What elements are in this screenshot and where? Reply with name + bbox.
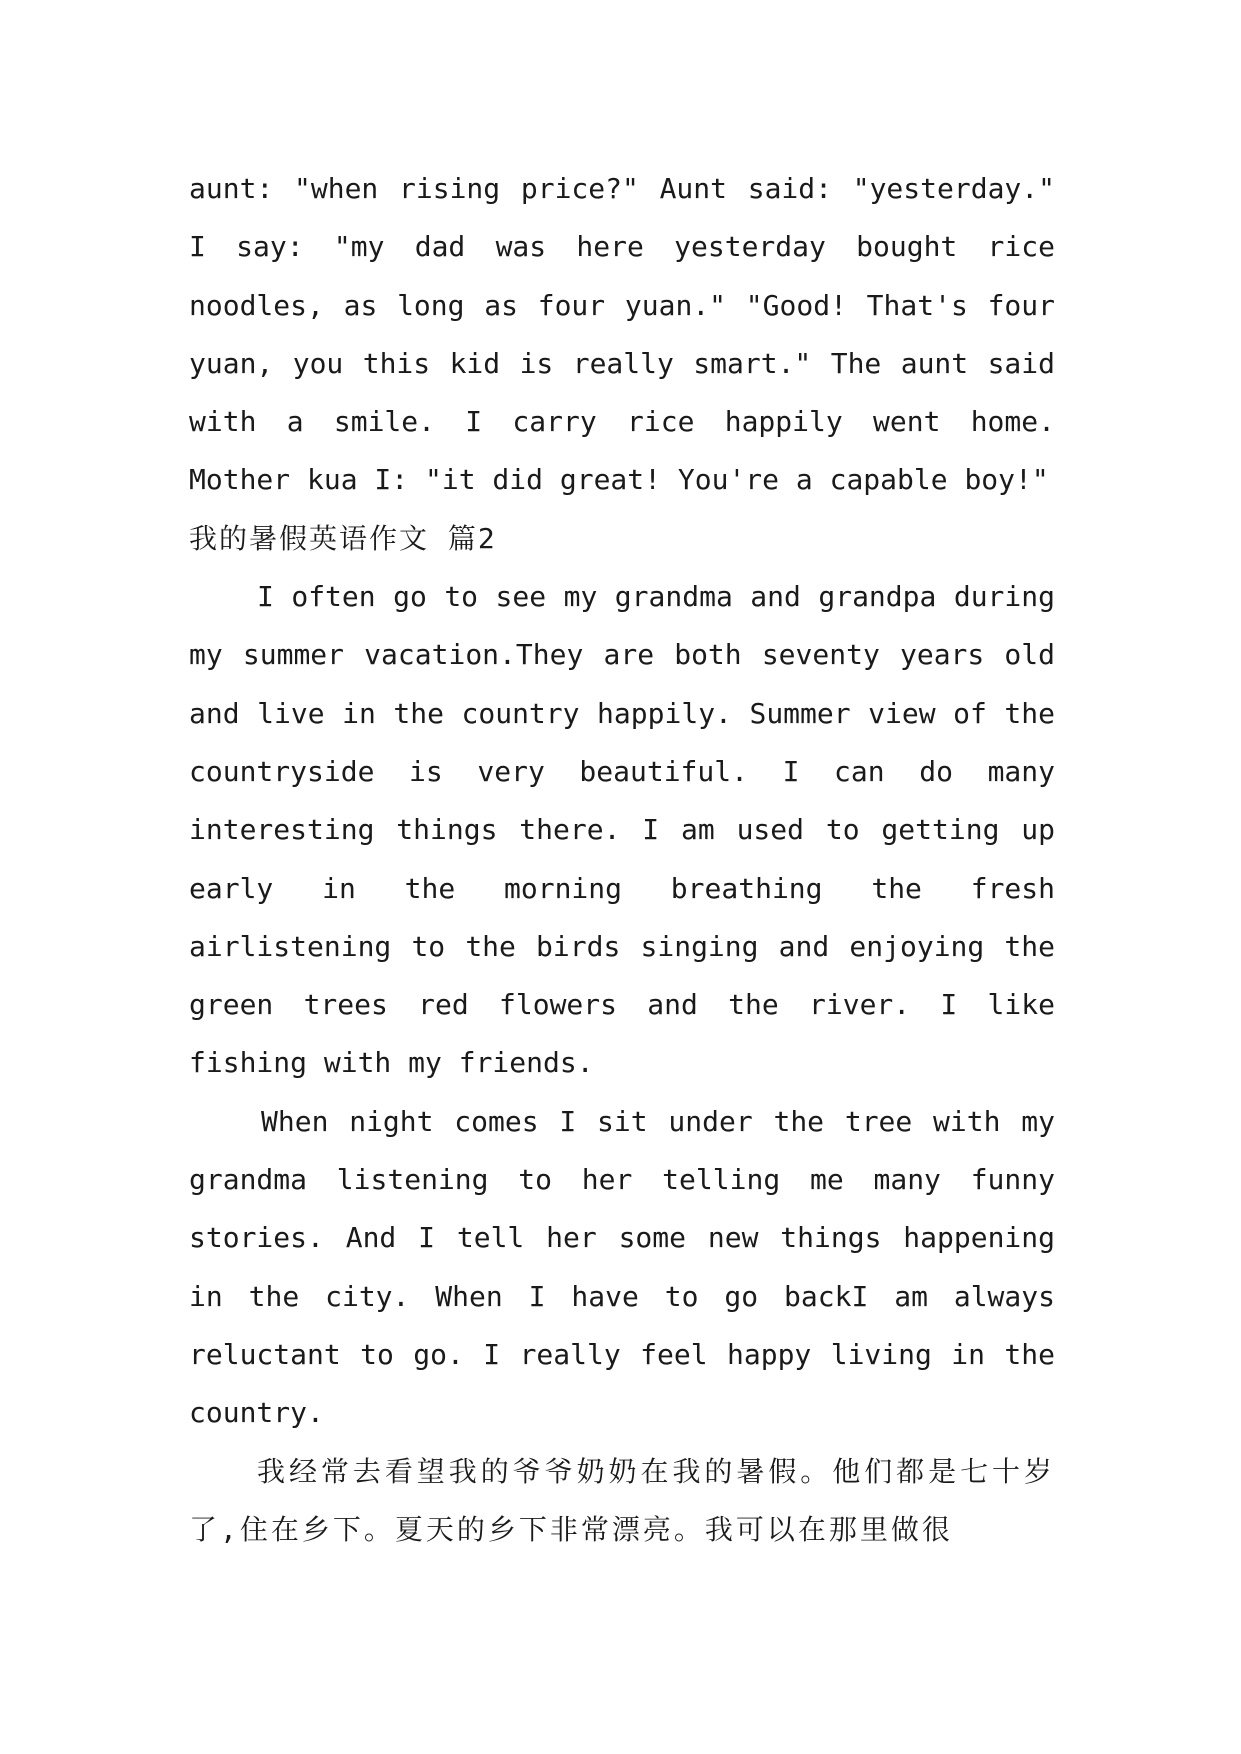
continuation-paragraph: aunt: "when rising price?" Aunt said: "yesterday." I say: "my dad was here yesterday bought rice noodles, as long as four yuan." "Good! That's four yuan, you this kid is really smart." The aunt said with a smile. I carry rice happily went home. Mother kua I: "it did great! You're a capable boy!" [189,172,1055,497]
document-body [189,160,1055,1559]
paragraph-chinese: 我经常去看望我的爷爷奶奶在我的暑假。他们都是七十岁了,住在乡下。夏天的乡下非常漂亮。我可以在那里做很 [189,1454,1055,1546]
section-heading: 我的暑假英语作文 篇2 [189,521,497,555]
paragraph-night: When night comes I sit under the tree with my grandma listening to her telling me many funny stories. And I tell her some new things happening in the city. When I have to go backI am always reluctant to go. I really feel happy living in the country. [189,1104,1055,1430]
paragraph-grandparents: I often go to see my grandma and grandpa during my summer vacation.They are both seventy years old and live in the country happily. Summer view of the countryside is very beautiful. I can do many interesting things there. I am used to getting up early in the morning breathing the fresh airlistening to the birds singing and enjoying the green trees red flowers and the river. I like fishing with my friends. [189,580,1055,1080]
